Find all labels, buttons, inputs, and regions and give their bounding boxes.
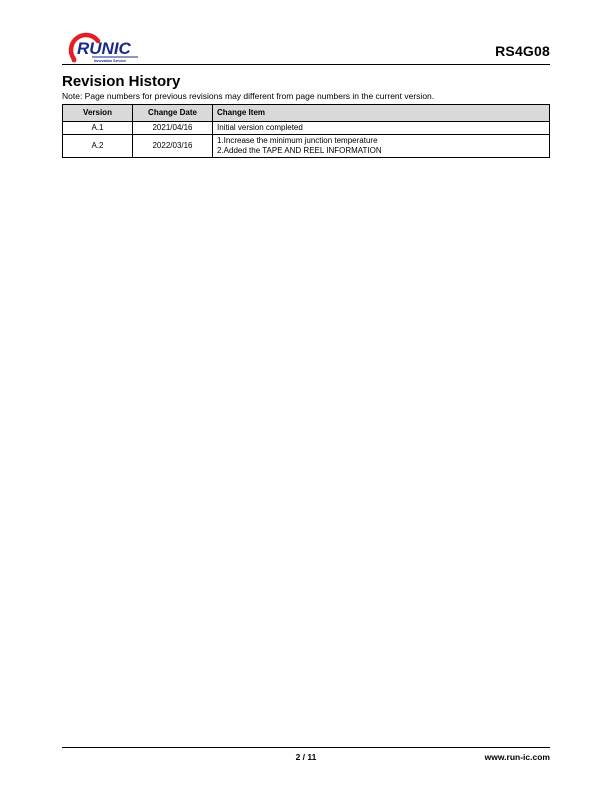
document-id: RS4G08 (495, 43, 550, 59)
column-header-version: Version (63, 105, 133, 122)
version-cell: A.1 (63, 122, 133, 135)
footer-divider (62, 747, 550, 748)
change-item-line: Initial version completed (217, 123, 303, 132)
table-row (63, 135, 550, 158)
date-cell: 2021/04/16 (133, 122, 213, 135)
svg-text:Innovation Service: Innovation Service (94, 59, 126, 63)
date-cell: 2022/03/16 (133, 135, 213, 158)
change-item-line: 2.Added the TAPE AND REEL INFORMATION (217, 146, 382, 155)
section-note: Note: Page numbers for previous revisions may different from page numbers in the current version. (62, 91, 435, 101)
change-item-cell (213, 135, 550, 158)
table-row (63, 122, 550, 135)
page-number: 2 / 11 (295, 752, 317, 762)
runic-logo (68, 29, 140, 65)
revision-history-table (62, 104, 550, 158)
svg-text:RUNIC: RUNIC (77, 39, 131, 58)
change-item-cell (213, 122, 550, 135)
section-title: Revision History (62, 73, 181, 90)
table-header-row (63, 105, 550, 122)
change-item-line: 1.Increase the minimum junction temperature (217, 136, 378, 145)
column-header-change-item: Change Item (213, 105, 550, 122)
column-header-change-date: Change Date (133, 105, 213, 122)
website-link[interactable]: www.run-ic.com (484, 752, 550, 762)
version-cell: A.2 (63, 135, 133, 158)
header-divider (62, 64, 550, 65)
